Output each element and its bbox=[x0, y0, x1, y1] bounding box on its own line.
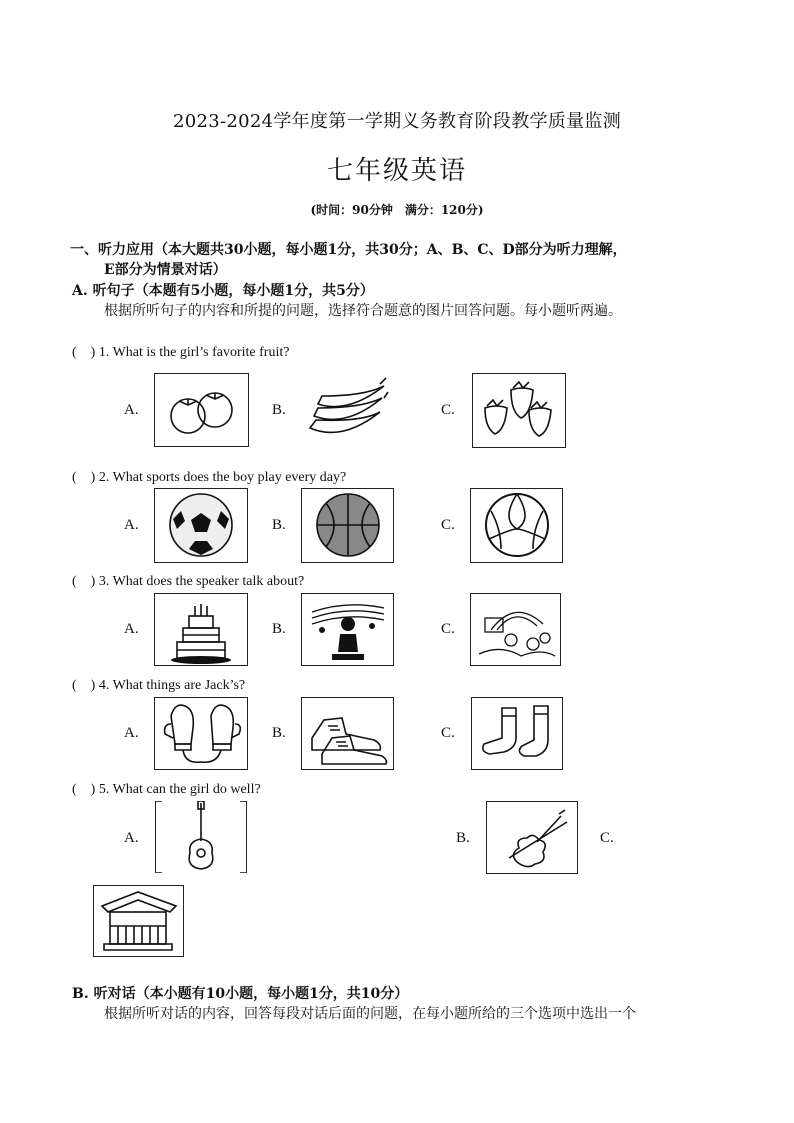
bananas-icon bbox=[302, 372, 390, 444]
strawberries-icon bbox=[473, 374, 565, 447]
q4-option-c-image[interactable] bbox=[471, 697, 563, 770]
q3-option-b-image[interactable] bbox=[301, 593, 394, 666]
exam-title-line: 2023-2024学年度第一学期义务教育阶段教学质量监测 bbox=[172, 111, 622, 132]
q1-option-b-image[interactable] bbox=[302, 372, 390, 444]
question-5: ( ) 5. What can the girl do well? bbox=[72, 782, 261, 797]
q5-option-a-label: A. bbox=[124, 830, 139, 846]
question-3: ( ) 3. What does the speaker talk about? bbox=[72, 574, 305, 589]
q5-option-a-image[interactable] bbox=[155, 801, 247, 873]
q1-option-a-label: A. bbox=[124, 402, 139, 418]
q3-option-a-label: A. bbox=[124, 621, 139, 637]
q2-option-b-label: B. bbox=[272, 517, 286, 533]
singer-music-icon bbox=[302, 594, 393, 665]
exam-subject-title: 七年级英语 bbox=[326, 156, 467, 186]
soccer-ball-icon bbox=[155, 489, 247, 562]
q4-option-b-image[interactable] bbox=[301, 697, 394, 770]
q4-option-c-label: C. bbox=[441, 725, 455, 741]
sneakers-icon bbox=[302, 698, 393, 769]
section-heading: 一、听力应用（本大题共30小题，每小题1分，共30分；A、B、C、D部分为听力理解， bbox=[70, 242, 627, 258]
volleyball-icon bbox=[471, 489, 562, 562]
q5-option-c-image[interactable] bbox=[93, 885, 184, 957]
q1-option-c-label: C. bbox=[441, 402, 455, 418]
question-4: ( ) 4. What things are Jack’s? bbox=[72, 678, 246, 693]
q4-option-b-label: B. bbox=[272, 725, 286, 741]
q3-option-c-image[interactable] bbox=[470, 593, 561, 666]
part-a-heading: A. 听句子（本题有5小题，每小题1分，共5分） bbox=[72, 283, 374, 299]
exam-time-score: (时间：90分钟 满分：120分) bbox=[310, 203, 484, 217]
part-b-heading: B. 听对话（本小题有10小题，每小题1分，共10分） bbox=[72, 986, 409, 1002]
q2-option-c-image[interactable] bbox=[470, 488, 563, 563]
q2-option-a-label: A. bbox=[124, 517, 139, 533]
q4-option-a-label: A. bbox=[124, 725, 139, 741]
q1-option-c-image[interactable] bbox=[472, 373, 566, 448]
q2-option-a-image[interactable] bbox=[154, 488, 248, 563]
q5-option-b-image[interactable] bbox=[486, 801, 578, 874]
section-heading-cont: E部分为情景对话） bbox=[104, 262, 227, 278]
q2-option-c-label: C. bbox=[441, 517, 455, 533]
q1-option-b-label: B. bbox=[272, 402, 286, 418]
question-1: ( ) 1. What is the girl’s favorite fruit? bbox=[72, 345, 290, 360]
q3-option-c-label: C. bbox=[441, 621, 455, 637]
q3-option-a-image[interactable] bbox=[154, 593, 248, 666]
violin-icon bbox=[487, 802, 577, 873]
socks-icon bbox=[472, 698, 562, 769]
q1-option-a-image[interactable] bbox=[154, 373, 249, 447]
part-a-instruction: 根据所听句子的内容和所提的问题，选择符合题意的图片回答问题。每小题听两遍。 bbox=[104, 303, 622, 319]
q3-option-b-label: B. bbox=[272, 621, 286, 637]
q2-option-b-image[interactable] bbox=[301, 488, 394, 563]
q5-option-c-label: C. bbox=[600, 830, 614, 846]
part-b-instruction: 根据所听对话的内容，回答每段对话后面的问题，在每小题所给的三个选项中选出一个 bbox=[104, 1006, 636, 1022]
family-rainbow-icon bbox=[471, 594, 560, 665]
basketball-icon bbox=[302, 489, 393, 562]
mittens-icon bbox=[155, 698, 247, 769]
birthday-cake-icon bbox=[155, 594, 247, 665]
q5-option-b-label: B. bbox=[456, 830, 470, 846]
q4-option-a-image[interactable] bbox=[154, 697, 248, 770]
tomatoes-icon bbox=[155, 374, 248, 446]
question-2: ( ) 2. What sports does the boy play every day? bbox=[72, 470, 347, 485]
piano-building-icon bbox=[94, 886, 183, 956]
guitar-icon bbox=[156, 801, 246, 873]
